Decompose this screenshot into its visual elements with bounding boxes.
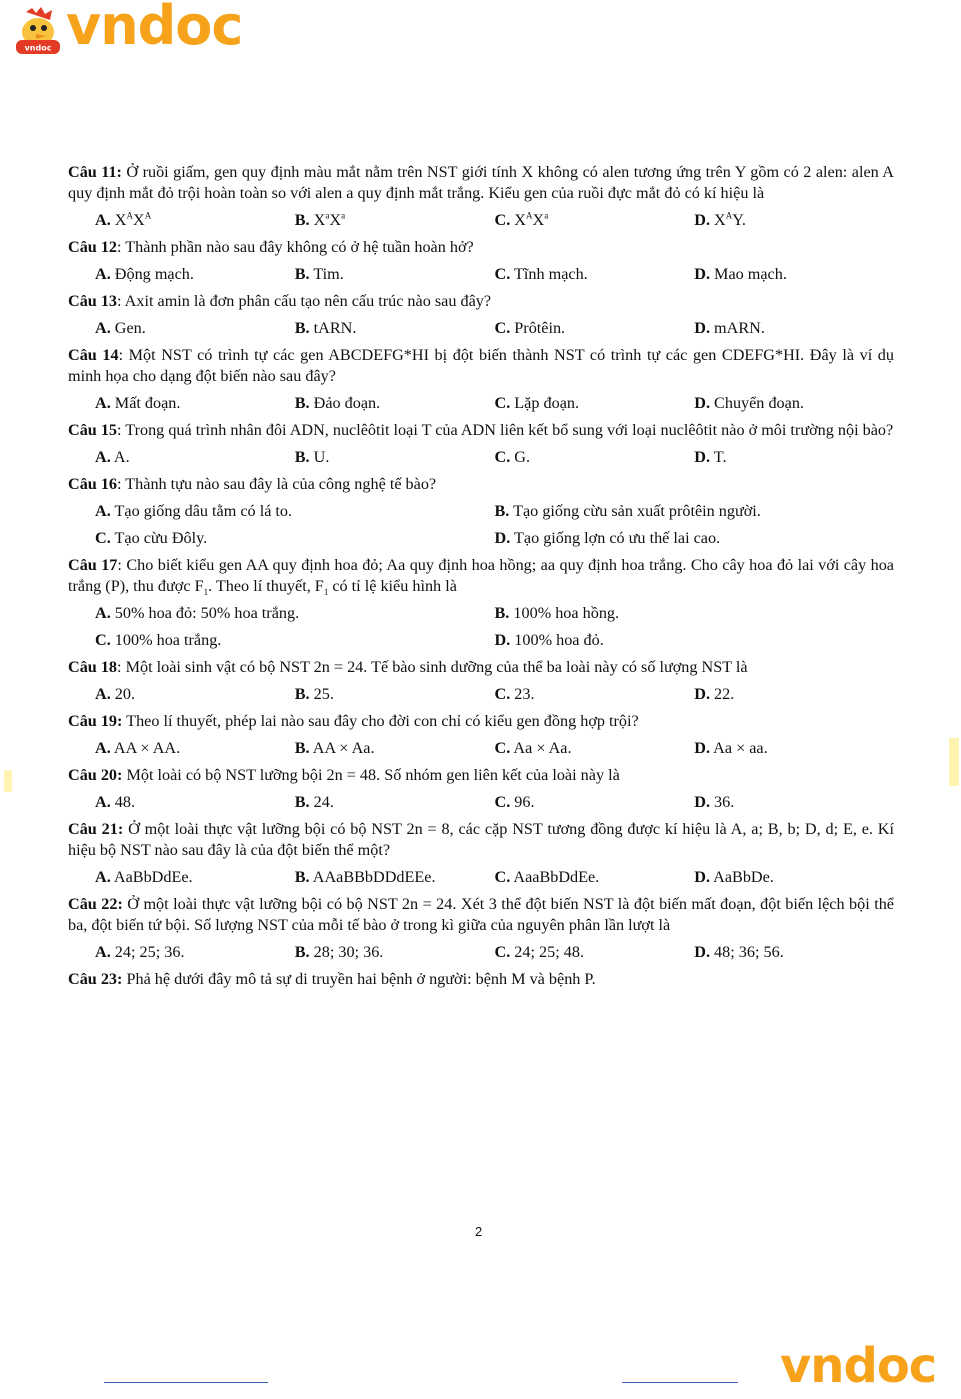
edge-mark-left bbox=[4, 770, 12, 792]
option-b[interactable]: B. 28; 30; 36. bbox=[294, 943, 384, 961]
question-15: Câu 15: Trong quá trình nhân đôi ADN, nuclêôtit loại T của ADN liên kết bổ sung với loại nuclêôtit nào ở môi trường nội bào? bbox=[68, 421, 894, 439]
option-b[interactable]: B. 100% hoa hồng. bbox=[494, 604, 620, 622]
option-b[interactable]: B. tARN. bbox=[294, 319, 357, 337]
option-a[interactable]: A. Gen. bbox=[95, 319, 146, 337]
option-c[interactable]: C. 96. bbox=[494, 793, 535, 811]
option-c[interactable]: C. Prôtêin. bbox=[494, 319, 566, 337]
question-18: Câu 18: Một loài sinh vật có bộ NST 2n = 24. Tế bào sinh dưỡng của thể ba loài này có số lượng NST là bbox=[68, 658, 748, 676]
question-17: Câu 17: Cho biết kiểu gen AA quy định hoa đỏ; Aa quy định hoa hồng; aa quy định hoa trắng. Cho cây hoa đỏ lai với cây hoa trắng (P), thu được $F_1$. Theo lí thuyết, $F_1$ có tỉ lệ kiểu hình là bbox=[68, 556, 894, 598]
option-a[interactable]: A. 50% hoa đỏ: 50% hoa trắng. bbox=[95, 604, 300, 622]
option-d[interactable]: D. mARN. bbox=[694, 319, 765, 337]
option-d[interactable]: D. 36. bbox=[694, 793, 735, 811]
option-c[interactable]: C. AaaBbDdEe. bbox=[494, 868, 600, 886]
question-23: Câu 23: Phả hệ dưới đây mô tả sự di truyền hai bệnh ở người: bệnh M và bệnh P. bbox=[68, 970, 596, 988]
option-a[interactable]: A. Mất đoạn. bbox=[95, 394, 181, 412]
option-c[interactable]: C. 24; 25; 48. bbox=[494, 943, 584, 961]
question-12: Câu 12: Thành phần nào sau đây không có ở hệ tuần hoàn hở? bbox=[68, 238, 474, 256]
option-d[interactable]: D. Chuyển đoạn. bbox=[694, 394, 804, 412]
option-d[interactable]: D. AaBbDe. bbox=[694, 868, 774, 886]
options-21 bbox=[68, 867, 894, 888]
vndoc-logo-bottom[interactable] bbox=[776, 1338, 952, 1394]
options-12 bbox=[68, 264, 894, 285]
option-a[interactable]: A. AaBbDdEe. bbox=[95, 868, 193, 886]
option-c[interactable]: C. 100% hoa trắng. bbox=[95, 631, 222, 649]
options-16-row2 bbox=[68, 528, 894, 549]
page-number: 2 bbox=[475, 1224, 483, 1239]
option-a[interactable]: A. 48. bbox=[95, 793, 136, 811]
option-c[interactable]: C. Tĩnh mạch. bbox=[494, 265, 588, 283]
option-a[interactable]: A. Tạo giống dâu tằm có lá to. bbox=[95, 502, 293, 520]
options-22 bbox=[68, 942, 894, 963]
options-16-row1 bbox=[68, 501, 894, 522]
edge-mark-right bbox=[949, 738, 959, 786]
option-b[interactable]: B. $X^aX^a$ bbox=[294, 210, 346, 229]
options-20 bbox=[68, 792, 894, 813]
footer-line-left bbox=[104, 1382, 268, 1383]
option-b[interactable]: B. Tim. bbox=[294, 265, 344, 283]
question-20: Câu 20: Một loài có bộ NST lưỡng bội 2n = 48. Số nhóm gen liên kết của loài này là bbox=[68, 766, 620, 784]
option-c[interactable]: C. 23. bbox=[494, 685, 535, 703]
options-17-row1 bbox=[68, 603, 894, 624]
option-a[interactable]: A. $X^AX^A$ bbox=[95, 210, 152, 229]
option-d[interactable]: D. T. bbox=[694, 448, 727, 466]
logo-text: vndoc bbox=[780, 1338, 937, 1394]
options-17-row2 bbox=[68, 630, 894, 651]
option-b[interactable]: B. Đảo đoạn. bbox=[294, 394, 381, 412]
question-19: Câu 19: Theo lí thuyết, phép lai nào sau đây cho đời con chỉ có kiểu gen đồng hợp trội? bbox=[68, 712, 639, 730]
option-d[interactable]: D. 48; 36; 56. bbox=[694, 943, 784, 961]
option-a[interactable]: A. 20. bbox=[95, 685, 136, 703]
option-b[interactable]: B. U. bbox=[294, 448, 330, 466]
option-b[interactable]: B. AAaBBbDDdEEe. bbox=[294, 868, 436, 886]
footer-line-right bbox=[622, 1382, 738, 1383]
option-c[interactable]: C. Aa × Aa. bbox=[494, 739, 572, 757]
question-14: Câu 14: Một NST có trình tự các gen ABCDEFG*HI bị đột biến thành NST có trình tự các gen CDEFG*HI. Đây là ví dụ minh họa cho dạng đột biến nào sau đây? bbox=[68, 346, 894, 385]
option-b[interactable]: B. AA × Aa. bbox=[294, 739, 375, 757]
option-d[interactable]: D. 22. bbox=[694, 685, 735, 703]
option-d[interactable]: D. Tạo giống lợn có ưu thế lai cao. bbox=[494, 529, 721, 547]
question-22: Câu 22: Ở một loài thực vật lưỡng bội có bộ NST 2n = 24. Xét 3 thể đột biến NST là đột biến mất đoạn, đột biến lệch bội thể ba, đột biến tứ bội. Số lượng NST của mỗi tế bào ở trong kì giữa của nguyên phân lần lượt là bbox=[68, 895, 894, 934]
vndoc-logo-top[interactable] bbox=[12, 0, 252, 57]
option-b[interactable]: B. 24. bbox=[294, 793, 334, 811]
question-16: Câu 16: Thành tựu nào sau đây là của công nghệ tế bào? bbox=[68, 475, 437, 493]
option-c[interactable]: C. Tạo cừu Đôly. bbox=[95, 529, 208, 547]
question-21: Câu 21: Ở một loài thực vật lưỡng bội có bộ NST 2n = 8, các cặp NST tương đồng được kí hiệu là A, a; B, b; D, d; E, e. Kí hiệu bộ NST nào sau đây là của đột biến thể một? bbox=[68, 820, 894, 859]
question-list bbox=[68, 162, 894, 996]
logo-text: vndoc bbox=[66, 0, 243, 57]
options-11 bbox=[68, 210, 894, 231]
question-13: Câu 13: Axit amin là đơn phân cấu tạo nên cấu trúc nào sau đây? bbox=[68, 292, 492, 310]
mascot-icon bbox=[12, 6, 64, 56]
option-a[interactable]: A. AA × AA. bbox=[95, 739, 181, 757]
option-b[interactable]: B. 25. bbox=[294, 685, 334, 703]
option-d[interactable]: D. Aa × aa. bbox=[694, 739, 768, 757]
option-d[interactable]: D. $X^AY$. bbox=[694, 210, 746, 229]
option-a[interactable]: A. A. bbox=[95, 448, 130, 466]
option-c[interactable]: C. $X^AX^a$ bbox=[494, 210, 549, 229]
options-13 bbox=[68, 318, 894, 339]
option-d[interactable]: D. 100% hoa đỏ. bbox=[494, 631, 604, 649]
mascot-badge: vndoc bbox=[24, 43, 52, 53]
option-d[interactable]: D. Mao mạch. bbox=[694, 265, 787, 283]
option-a[interactable]: A. Động mạch. bbox=[95, 265, 194, 283]
options-14 bbox=[68, 393, 894, 414]
option-b[interactable]: B. Tạo giống cừu sản xuất prôtêin người. bbox=[494, 502, 761, 520]
options-15 bbox=[68, 447, 894, 468]
option-c[interactable]: C. Lặp đoạn. bbox=[494, 394, 580, 412]
option-a[interactable]: A. 24; 25; 36. bbox=[95, 943, 185, 961]
question-text: Ở ruồi giấm, gen quy định màu mắt nằm trên NST giới tính X không có alen tương ứng trên Y gồm có 2 alen: alen A quy định mắt đỏ trội hoàn toàn so với alen a quy định mắt trắng. Kiểu gen của ruồi đực mắt đỏ có kí hiệu là bbox=[68, 163, 894, 202]
question-11 bbox=[68, 162, 894, 204]
options-18 bbox=[68, 684, 894, 705]
options-19 bbox=[68, 738, 894, 759]
option-c[interactable]: C. G. bbox=[494, 448, 531, 466]
question-label: Câu 11: bbox=[68, 163, 122, 181]
